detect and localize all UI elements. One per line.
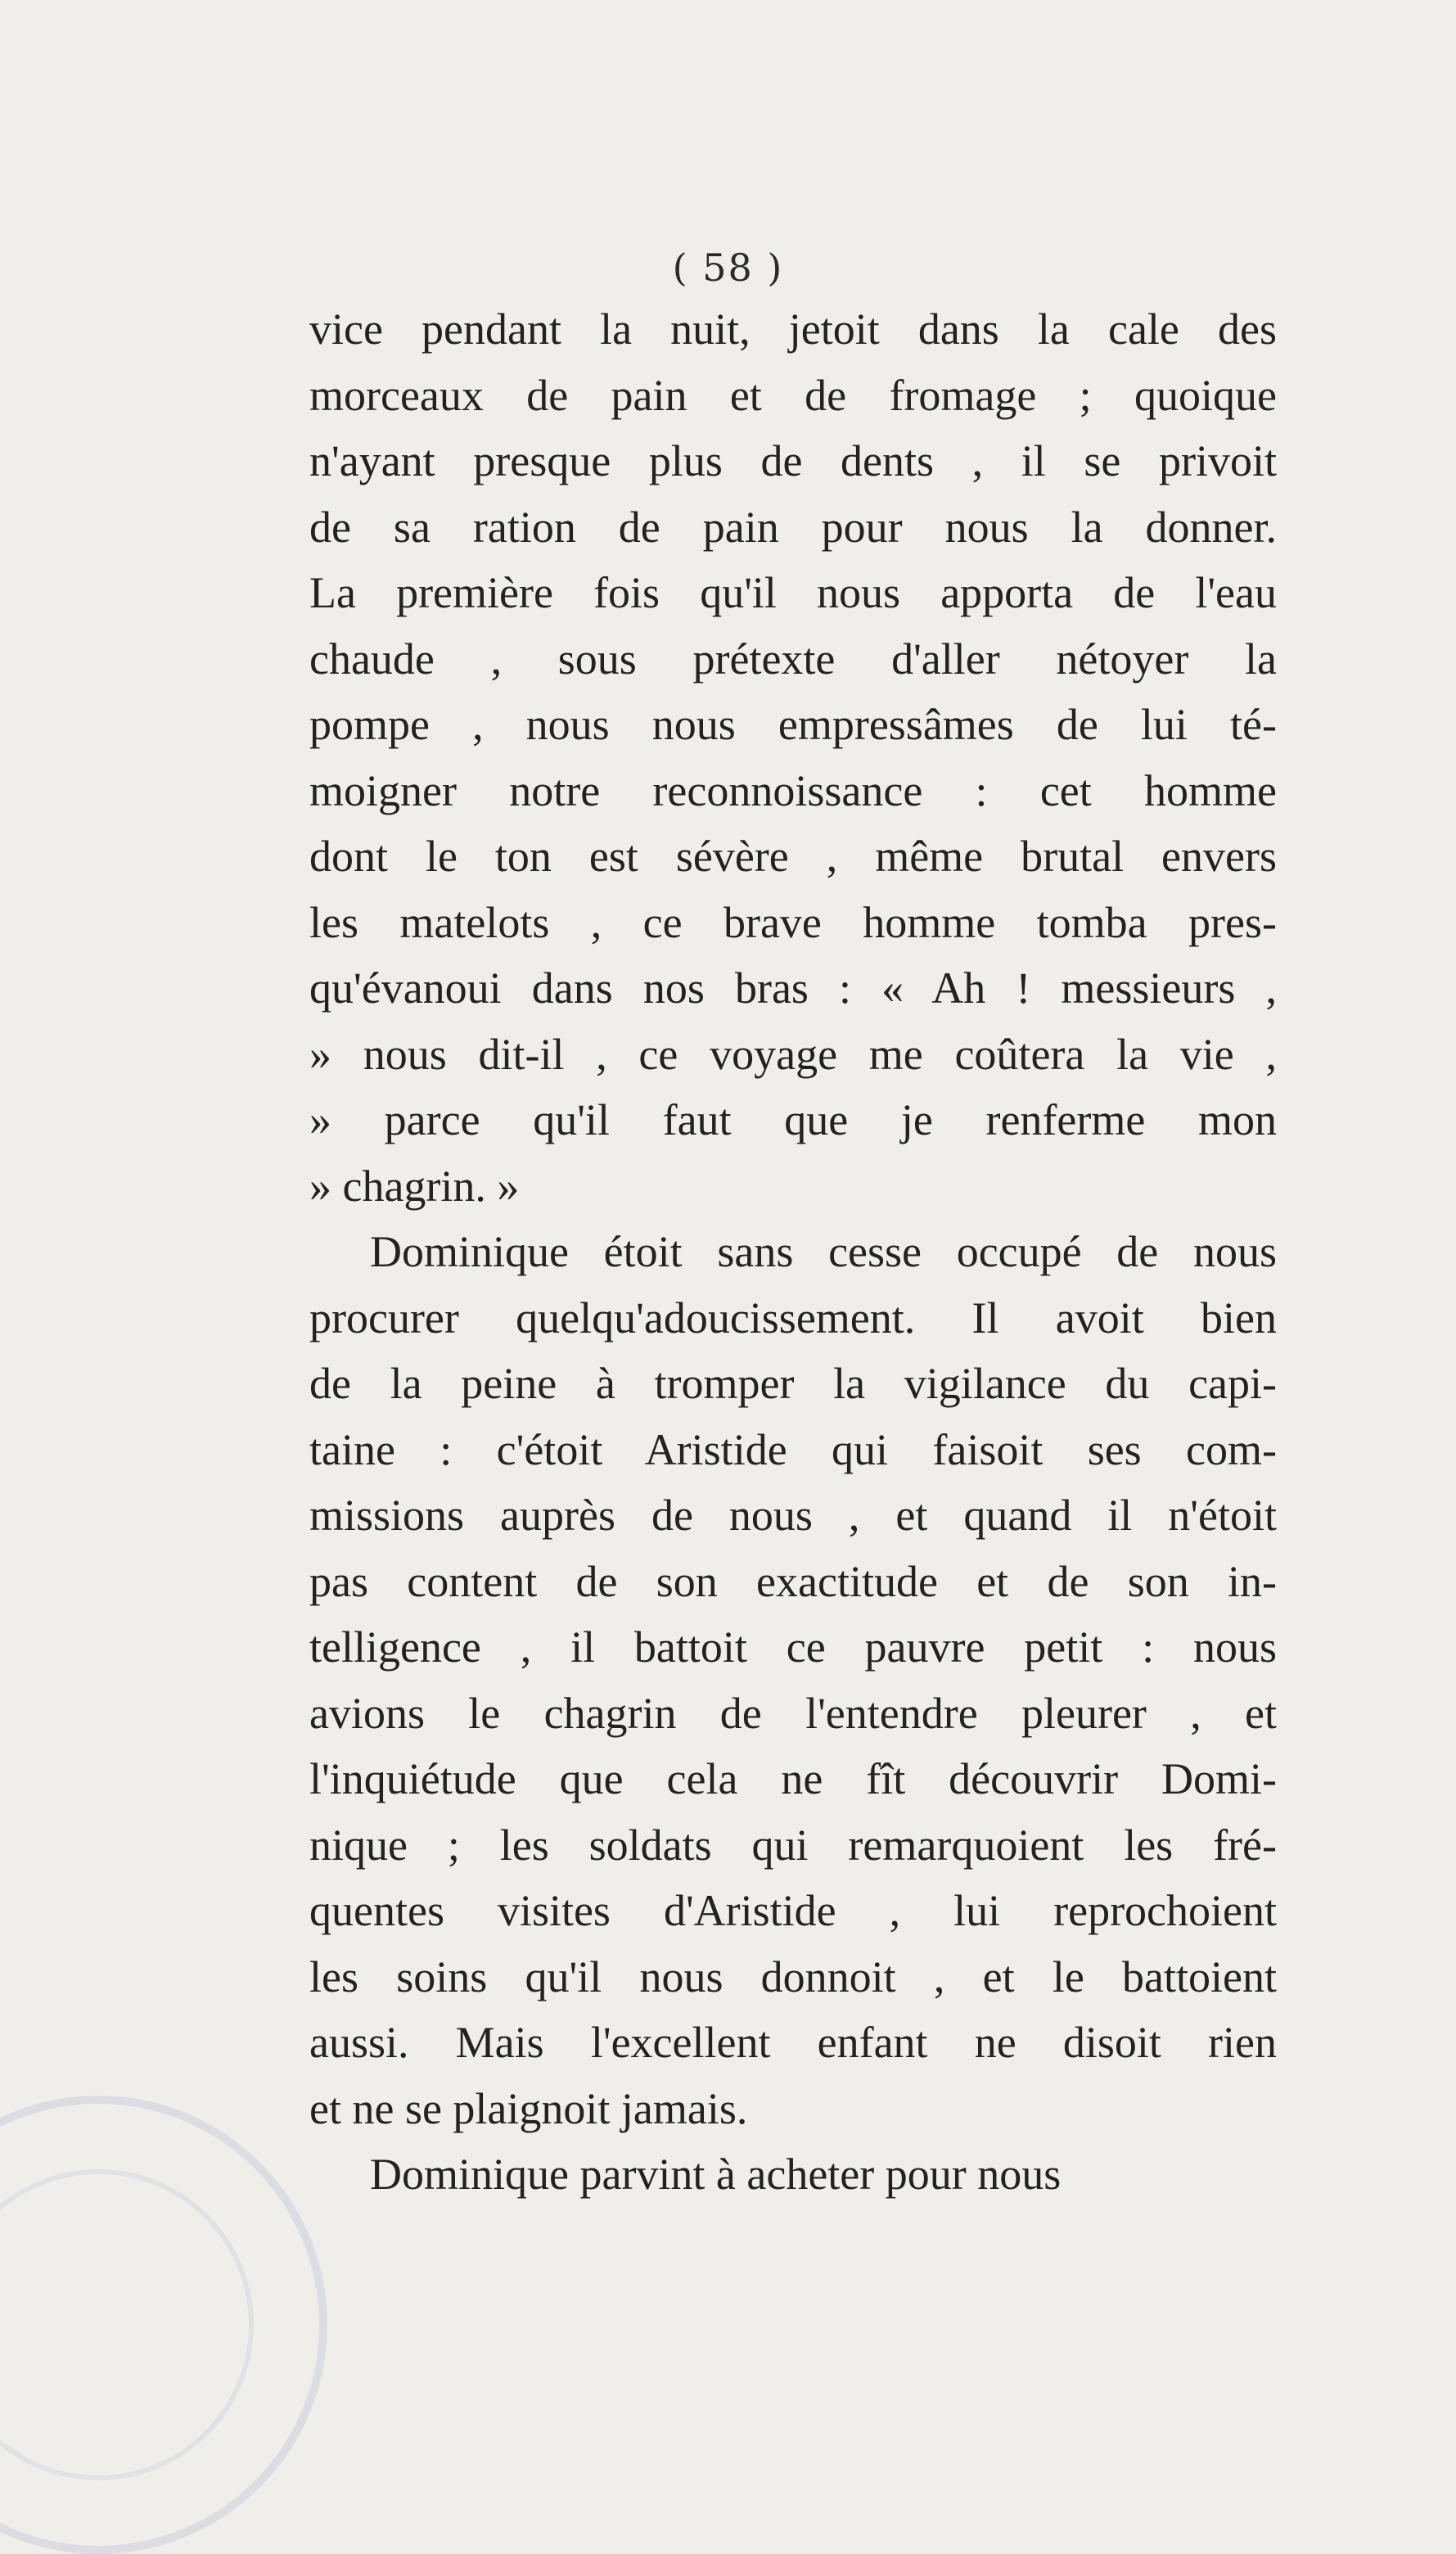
text-line: procurer quelqu'adoucissement. Il avoit bien bbox=[309, 1293, 1277, 1342]
text-line: moigner notre reconnoissance : cet homme bbox=[309, 765, 1277, 815]
text-line: n'ayant presque plus de dents , il se privoit bbox=[309, 436, 1277, 485]
text-line: quentes visites d'Aristide , lui reprochoient bbox=[309, 1886, 1277, 1935]
text-line: pas content de son exactitude et de son in- bbox=[309, 1556, 1277, 1606]
text-line: et ne se plaignoit jamais. bbox=[309, 2083, 748, 2133]
text-line: La première fois qu'il nous apporta de l'eau bbox=[309, 568, 1277, 617]
text-line: chaude , sous prétexte d'aller nétoyer la bbox=[309, 634, 1277, 684]
paragraph-start-line: Dominique parvint à acheter pour nous bbox=[370, 2150, 1062, 2199]
text-line: » parce qu'il faut que je renferme mon bbox=[309, 1095, 1277, 1144]
text-line: dont le ton est sévère , même brutal envers bbox=[309, 832, 1277, 881]
text-line: aussi. Mais l'excellent enfant ne disoit rien bbox=[309, 2018, 1277, 2067]
text-line: » nous dit-il , ce voyage me coûtera la vie , bbox=[309, 1029, 1277, 1079]
text-line: qu'évanoui dans nos bras : « Ah ! messieurs , bbox=[309, 963, 1277, 1013]
text-line: pompe , nous nous empressâmes de lui té- bbox=[309, 700, 1277, 749]
text-line: l'inquiétude que cela ne fît découvrir Domi- bbox=[309, 1754, 1277, 1803]
text-line: les matelots , ce brave homme tomba pres- bbox=[309, 897, 1277, 947]
text-line: vice pendant la nuit, jetoit dans la cale des bbox=[309, 305, 1277, 354]
text-line: telligence , il battoit ce pauvre petit : nous bbox=[309, 1622, 1277, 1672]
text-line: nique ; les soldats qui remarquoient les fré- bbox=[309, 1820, 1277, 1870]
text-line: » chagrin. » bbox=[309, 1161, 520, 1211]
text-line: les soins qu'il nous donnoit , et le battoient bbox=[309, 1952, 1277, 2001]
text-line: missions auprès de nous , et quand il n'étoit bbox=[309, 1491, 1277, 1540]
paragraph-start-line: Dominique étoit sans cesse occupé de nous bbox=[370, 1227, 1277, 1276]
text-line: morceaux de pain et de fromage ; quoique bbox=[309, 370, 1277, 420]
body-text bbox=[309, 296, 1277, 2208]
text-line: de la peine à tromper la vigilance du capi- bbox=[309, 1359, 1277, 1408]
text-line: avions le chagrin de l'entendre pleurer , et bbox=[309, 1688, 1277, 1738]
page-number: ( 58 ) bbox=[672, 246, 784, 290]
text-line: de sa ration de pain pour nous la donner. bbox=[309, 502, 1277, 552]
text-line: taine : c'étoit Aristide qui faisoit ses com- bbox=[309, 1424, 1277, 1474]
